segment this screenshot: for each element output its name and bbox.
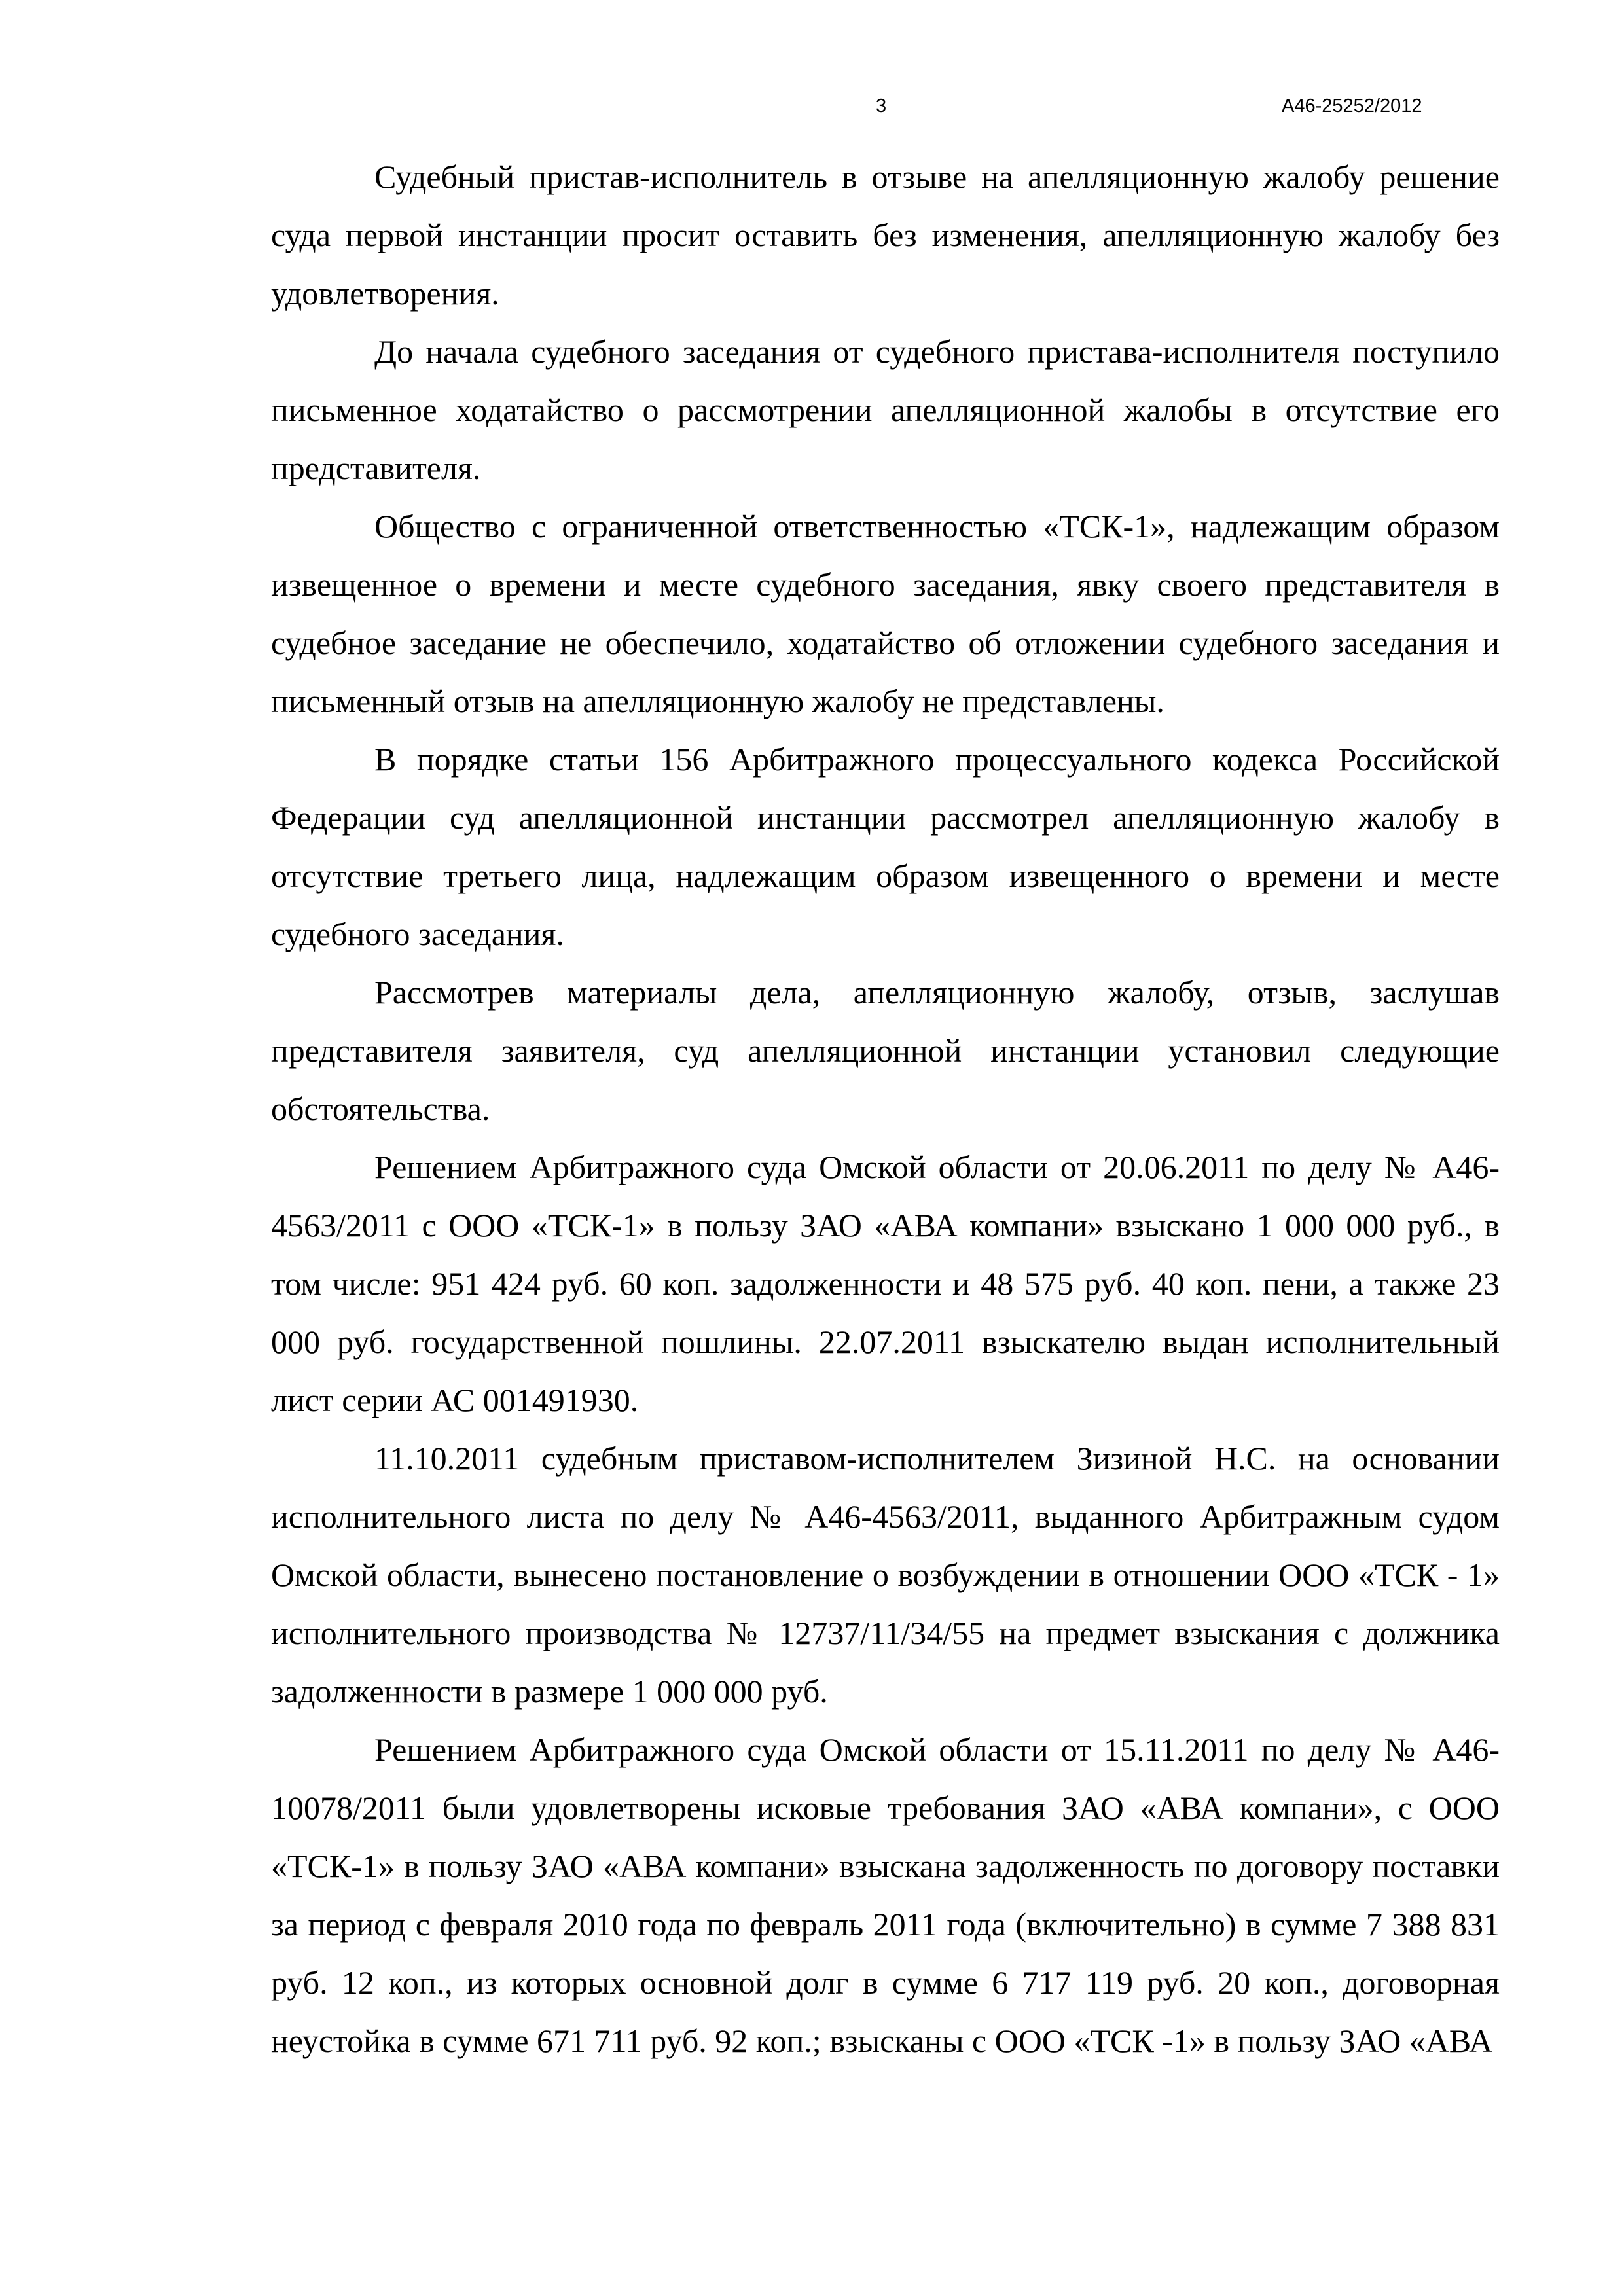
page-header	[0, 96, 1624, 128]
paragraph-enforcement-2011-10-11: 11.10.2011 судебным приставом-исполнителем Зизиной Н.С. на основании исполнительного листа по делу № А46-4563/2011, выданного Арбитражным судом Омской области, вынесено постановление о возбуждении в отношении ООО «ТСК - 1» исполнительного производства № 12737/11/34/55 на предмет взыскания с должника задолженности в размере 1 000 000 руб.	[271, 1440, 1500, 1710]
paragraph-court-findings: Рассмотрев материалы дела, апелляционную жалобу, отзыв, заслушав представителя заявителя, суд апелляционной инстанции установил следующие обстоятельства.	[271, 974, 1500, 1127]
case-number: А46-25252/2012	[1282, 96, 1422, 117]
paragraph-third-party-absence: Общество с ограниченной ответственностью «ТСК-1», надлежащим образом извещенное о времени и месте судебного заседания, явку своего представителя в судебное заседание не обеспечило, ходатайство об отложении судебного заседания и письменный отзыв на апелляционную жалобу не представлены.	[271, 508, 1500, 719]
paragraph-bailiff-motion: До начала судебного заседания от судебного пристава-исполнителя поступило письменное ходатайство о рассмотрении апелляционной жалобы в отсутствие его представителя.	[271, 333, 1500, 486]
page-number: 3	[876, 96, 887, 117]
paragraph-decision-2011-06-20: Решением Арбитражного суда Омской области от 20.06.2011 по делу № А46-4563/2011 с ООО «ТСК-1» в пользу ЗАО «АВА компани» взыскано 1 000 000 руб., в том числе: 951 424 руб. 60 коп. задолженности и 48 575 руб. 40 коп. пени, а также 23 000 руб. государственной пошлины. 22.07.2011 взыскателю выдан исполнительный лист серии АС 001491930.	[271, 1149, 1500, 1418]
document-body	[271, 148, 1500, 2070]
paragraph-bailiff-response: Судебный пристав-исполнитель в отзыве на апелляционную жалобу решение суда первой инстанции просит оставить без изменения, апелляционную жалобу без удовлетворения.	[271, 158, 1500, 312]
paragraph-decision-2011-11-15: Решением Арбитражного суда Омской области от 15.11.2011 по делу № А46-10078/2011 были удовлетворены исковые требования ЗАО «АВА компани», с ООО «ТСК-1» в пользу ЗАО «АВА компани» взыскана задолженность по договору поставки за период с февраля 2010 года по февраль 2011 года (включительно) в сумме 7 388 831 руб. 12 коп., из которых основной долг в сумме 6 717 119 руб. 20 коп., договорная неустойка в сумме 671 711 руб. 92 коп.; взысканы с ООО «ТСК -1» в пользу ЗАО «АВА	[271, 1731, 1500, 2059]
paragraph-article-156: В порядке статьи 156 Арбитражного процессуального кодекса Российской Федерации суд апелляционной инстанции рассмотрел апелляционную жалобу в отсутствие третьего лица, надлежащим образом извещенного о времени и месте судебного заседания.	[271, 741, 1500, 952]
